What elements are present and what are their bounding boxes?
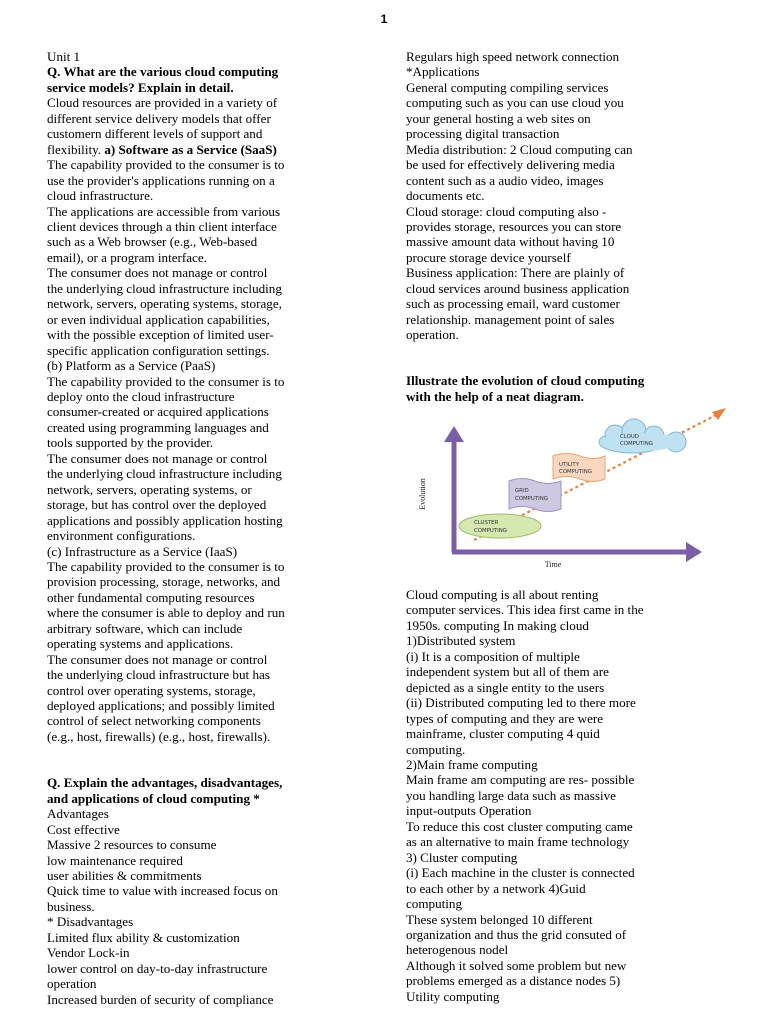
text-line: low maintenance required [47,852,183,868]
text-line: procure storage device yourself [406,249,571,265]
text-line: 1)Distributed system [406,633,516,649]
grid-label-line-1: GRID [515,488,529,494]
text-line: The consumer does not manage or control [47,450,268,466]
text-line: (i) It is a composition of multiple [406,648,580,664]
spacer [406,358,706,373]
text-line: storage, but has control over the deployed [47,497,267,513]
text-line [47,142,347,157]
text-line: mainframe, cluster computing 4 quid [406,726,600,742]
cloud-computing-shape [599,419,686,453]
spacer [406,343,706,358]
text-line: the underlying cloud infrastructure but has [47,667,270,683]
text-line: arbitrary software, which can include [47,620,243,636]
iaas-heading: (c) Infrastructure as a Service (IaaS) [47,543,238,559]
cloud-label-line-2: COMPUTING [620,441,653,447]
text-line: The consumer does not manage or control [47,265,268,281]
text-line: Massive 2 resources to consume [47,837,217,853]
text-line: environment configurations. [47,528,196,544]
text-line: specific application configuration settings. [47,342,270,358]
text-line: The applications are accessible from various [47,203,281,219]
text-line: be used for effectively delivering media [406,157,615,173]
text-line: where the consumer is able to deploy and run [47,605,285,621]
text-line: operating systems and applications. [47,636,234,652]
text-line: the underlying cloud infrastructure including [47,280,282,296]
y-axis-label: Evolution [418,478,427,510]
applications-heading: *Applications [406,64,480,80]
text-line: email), or a program interface. [47,249,207,265]
text-line: such as processing email, ward customer [406,296,620,312]
text-line: with the possible exception of limited user- [47,327,274,343]
text-line: created using programming languages and [47,419,269,435]
flexibility-text: flexibility. [47,141,105,157]
text-line: computing [406,896,463,912]
text-line: The capability provided to the consumer is to [47,373,285,389]
text-line: content such as a audio video, images [406,172,604,188]
text-line: General computing compiling services [406,79,609,95]
grid-computing-shape [509,479,561,512]
advantages-heading: Advantages [47,806,109,822]
text-line: types of computing and they are were [406,710,604,726]
text-line: control of select networking components [47,713,261,729]
unit-heading: Unit 1 [47,49,81,64]
text-line: To reduce this cost cluster computing came [406,818,633,834]
evolution-diagram-svg [412,402,732,572]
text-line: applications and possibly application hosting [47,512,283,528]
text-line: Business application: There are plainly of [406,265,625,281]
text-line: you handling large data such as massive [406,787,616,803]
text-line: to each other by a network 4)Guid [406,880,586,896]
spacer [47,760,347,775]
text-line: network, servers, operating systems, storage, [47,296,282,312]
text-line: The consumer does not manage or control [47,651,268,667]
text-line: deploy onto the cloud infrastructure [47,388,235,404]
text-line: Cost effective [47,821,120,837]
text-line: user abilities & commitments [47,867,202,883]
text-line: 2)Main frame computing [406,756,538,772]
question-3-heading: Illustrate the evolution of cloud computing [406,373,645,389]
text-line: the underlying cloud infrastructure including [47,466,282,482]
text-line: heterogenous nodel [406,942,509,958]
text-line: client devices through a thin client interface [47,218,277,234]
text-line: other fundamental computing resources [47,589,255,605]
text-line: operation [47,976,97,992]
text-line: computing. [406,741,466,757]
text-line: as an alternative to main frame technology [406,834,630,850]
evolution-diagram [412,402,732,572]
y-axis-arrowhead [444,426,464,442]
text-line: Media distribution: 2 Cloud computing can [406,141,633,157]
text-line: consumer-created or acquired applications [47,404,269,420]
text-line: (ii) Distributed computing led to there more [406,695,636,711]
text-line: relationship. management point of sales [406,311,615,327]
text-line: tools supported by the provider. [47,435,214,451]
text-line: network, servers, operating systems, or [47,481,252,497]
text-line: lower control on day-to-day infrastructure [47,960,268,976]
text-line: deployed applications; and possibly limited [47,698,275,714]
text-line: organization and thus the grid consuted of [406,926,627,942]
page-number: 1 [380,12,388,26]
text-line: Main frame am computing are res- possible [406,772,635,788]
text-line: provision processing, storage, networks, and [47,574,281,590]
question-1-heading-cont: service models? Explain in detail. [47,79,234,95]
text-line: cloud infrastructure. [47,188,154,204]
text-line: Although it solved some problem but new [406,957,627,973]
text-line: Cloud resources are provided in a variety of [47,95,278,111]
text-line: (i) Each machine in the cluster is connected [406,865,635,881]
text-line: (e.g., host, firewalls) (e.g., host, firewalls). [47,728,271,744]
cluster-computing-shape [459,514,541,538]
text-line: Regulars high speed network connection [406,49,620,64]
text-line: Cloud storage: cloud computing also - [406,203,607,219]
text-line: Quick time to value with increased focus on [47,883,278,899]
text-line: Vendor Lock-in [47,945,130,961]
right-column-lower [406,587,706,1004]
cluster-label-line-2: COMPUTING [474,528,507,534]
cluster-label-line-1: CLUSTER [474,520,499,526]
text-line: Limited flux ability & customization [47,929,240,945]
text-line: 3) Cluster computing [406,849,518,865]
spacer [47,744,347,759]
cloud-label-line-1: CLOUD [620,434,639,440]
utility-label-line-1: UTILITY [559,462,580,468]
paas-heading: (b) Platform as a Service (PaaS) [47,358,216,374]
x-axis-arrowhead [686,542,702,562]
text-line: processing digital transaction [406,126,560,142]
saas-heading: a) Software as a Service (SaaS) [104,141,277,157]
text-line: use the provider's applications running on a [47,172,275,188]
left-column [47,49,347,1007]
text-line: customern different levels of support and [47,126,263,142]
question-2-heading: Q. Explain the advantages, disadvantages, [47,775,283,791]
trend-arrowhead [712,408,726,420]
text-line: or even individual application capabilities, [47,311,270,327]
text-line: input-outputs Operation [406,803,532,819]
text-line: These system belonged 10 different [406,911,593,927]
text-line: control over operating systems, storage, [47,682,256,698]
grid-label-line-2: COMPUTING [515,496,548,502]
text-line: Increased burden of security of compliance [47,991,274,1007]
right-column [406,49,706,404]
text-line: operation. [406,327,459,343]
text-line: cloud services around business application [406,280,630,296]
text-line: The capability provided to the consumer is to [47,157,285,173]
question-3-heading-cont: with the help of a neat diagram. [406,388,584,404]
text-line: different service delivery models that offer [47,110,271,126]
text-line: provides storage, resources you can store [406,218,622,234]
question-1-heading: Q. What are the various cloud computing [47,64,279,80]
x-axis-label: Time [544,560,562,569]
text-line: Cloud computing is all about renting [406,587,599,602]
text-line: your general hosting a web sites on [406,110,591,126]
question-2-heading-cont: and applications of cloud computing * [47,790,260,806]
text-line: massive amount data without having 10 [406,234,615,250]
text-line: 1950s. computing In making cloud [406,617,589,633]
text-line: The capability provided to the consumer is to [47,558,285,574]
text-line: computer services. This idea first came in the [406,602,644,618]
text-line: problems emerged as a distance nodes 5) [406,973,621,989]
text-line: depicted as a single entity to the users [406,679,605,695]
text-line: Utility computing [406,988,500,1004]
disadvantages-heading: * Disadvantages [47,914,134,930]
text-line: business. [47,898,95,914]
text-line: such as a Web browser (e.g., Web-based [47,234,258,250]
text-line: computing such as you can use cloud you [406,95,624,111]
utility-label-line-2: COMPUTING [559,469,592,475]
text-line: independent system but all of them are [406,664,609,680]
text-line: documents etc. [406,188,485,204]
